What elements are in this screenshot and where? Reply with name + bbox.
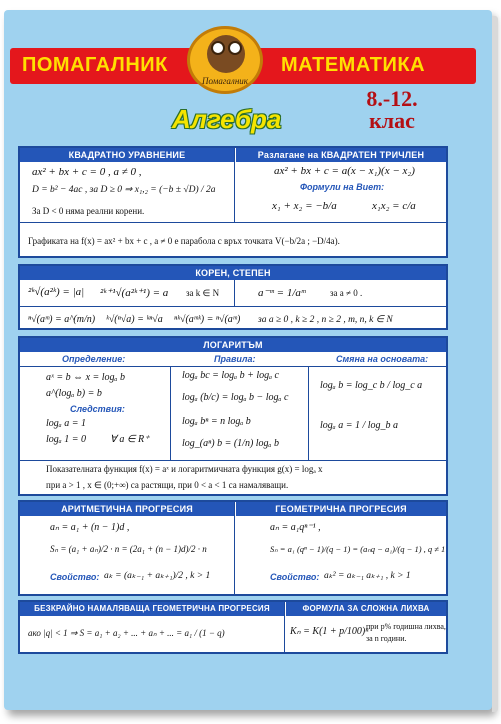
roots-title: КОРЕН, СТЕПЕН [20, 266, 446, 280]
power-negative: a⁻ᵐ = 1/aᵐ [258, 287, 306, 299]
log-reciprocal: logₐ a = 1 / log_b a [320, 420, 399, 431]
quadratic-equation: ax² + bx + c = 0 , a ≠ 0 , [32, 166, 142, 178]
grade-label [352, 88, 432, 132]
root-odd: ²ᵏ⁺¹√(a²ᵏ⁺¹) = a [100, 287, 169, 299]
progressions-divider [234, 502, 235, 594]
root-conditions: за a ≥ 0 , k ≥ 2 , n ≥ 2 , m, n, k ∈ N [258, 315, 393, 325]
infinite-sum-formula: ако |q| < 1 ⇒ S = a₁ + a₂ + ... + aₙ + ... = a₁ / (1 − q) [28, 628, 225, 638]
infinite-title: БЕЗКРАЙНО НАМАЛЯВАЩА ГЕОМЕТРИЧНА ПРОГРЕСИЯ [20, 602, 284, 616]
interest-title: ФОРМУЛА ЗА СЛОЖНА ЛИХВА [286, 602, 446, 616]
title-right: МАТЕМАТИКА [281, 54, 426, 76]
no-roots-note: За D < 0 няма реални корени. [32, 206, 145, 216]
discriminant-formula: D = b² − 4ac , за D ≥ 0 ⇒ x₁,₂ = (−b ± √D) / 2a [32, 185, 216, 195]
log-divider-1 [170, 366, 171, 460]
geom-nth-term: aₙ = a₁qⁿ⁻¹ , [270, 522, 321, 533]
log-rule-product: logₐ bc = logₐ b + logₐ c [182, 370, 279, 381]
arith-sum: Sₙ = (a₁ + aₙ)/2 · n = (2a₁ + (n − 1)d)/2 · n [50, 544, 207, 554]
factor-formula: ax² + bx + c = a(x − x₁)(x − x₂) [274, 165, 415, 177]
log-base-self: logₐ a = 1 [46, 418, 86, 429]
log-col-base: Смяна на основата: [336, 354, 429, 364]
log-identity: a^(logₐ b) = b [46, 388, 102, 399]
log-rule-base-power: log_(aⁿ) b = (1/n) logₐ b [182, 438, 279, 449]
log-domain: ∀ a ∈ R⁺ [110, 434, 150, 445]
log-hline-top [20, 366, 446, 367]
parabola-note: Графиката на f(x) = ax² + bx + c , a ≠ 0 е парабола с връх точката V(−b/2a ; −D/4a). [28, 236, 340, 246]
geom-sum: Sₙ = a₁ (qⁿ − 1)/(q − 1) = (aₙq − a₁)/(q − 1) , q ≠ 1 [270, 544, 446, 554]
grade-word: клас [369, 108, 415, 133]
book-edge [492, 16, 498, 712]
subject-title: Алгебра [172, 104, 282, 134]
log-one: logₐ 1 = 0 [46, 434, 86, 445]
roots-panel [18, 264, 448, 330]
log-col-definition: Определение: [62, 354, 126, 364]
owl-eye-left [211, 41, 225, 55]
owl-logo-icon [187, 26, 263, 94]
roots-divider [234, 280, 235, 306]
owl-eye-right [228, 41, 242, 55]
geom-property: aₖ² = aₖ₋₁ aₖ₊₁ , k > 1 [324, 571, 411, 581]
log-divider-2 [308, 366, 309, 460]
power-note: за a ≠ 0 . [330, 288, 363, 298]
quadratic-divider [234, 148, 235, 222]
geom-title: ГЕОМЕТРИЧНА ПРОГРЕСИЯ [236, 502, 446, 516]
log-hline-bottom [20, 460, 446, 461]
roots-hline [20, 306, 446, 307]
log-title: ЛОГАРИТЪМ [20, 338, 446, 352]
arith-title: АРИТМЕТИЧНА ПРОГРЕСИЯ [20, 502, 234, 516]
log-col-rules: Правила: [214, 354, 256, 364]
factor-title: Разлагане на КВАДРАТЕН ТРИЧЛЕН [236, 148, 446, 162]
interest-note-years: за n години. [366, 634, 407, 643]
progressions-panel [18, 500, 448, 596]
geom-prop-label: Свойство: [270, 572, 320, 582]
log-rule-power: logₐ bⁿ = n logₐ b [182, 416, 251, 427]
arith-prop-label: Свойство: [50, 572, 100, 582]
log-panel [18, 336, 448, 496]
grade-numbers: 8.-12. [366, 86, 418, 111]
root-k-note: за k ∈ N [186, 288, 220, 298]
logo-text: Помагалник [201, 76, 248, 86]
interest-formula: Kₙ = K(1 + p/100)ⁿ [290, 626, 369, 637]
root-even: ²ᵏ√(a²ᵏ) = |a| [28, 286, 85, 298]
root-nested: ᵏ√(ⁿ√a) = ᵏⁿ√a [106, 314, 163, 325]
quadratic-panel [18, 146, 448, 258]
log-exp-functions: Показателната функция f(x) = aˣ и логаритмичната функция g(x) = logₐ x [46, 464, 323, 474]
arith-property: aₖ = (aₖ₋₁ + aₖ₊₁)/2 , k > 1 [104, 571, 211, 581]
arith-nth-term: aₙ = a₁ + (n − 1)d , [50, 522, 130, 533]
log-consequences: Следствия: [70, 404, 125, 414]
series-divider [284, 602, 285, 652]
owl-head [207, 35, 245, 73]
quadratic-title: КВАДРАТНО УРАВНЕНИЕ [20, 148, 234, 162]
vieta-sum: x₁ + x₂ = −b/a [272, 200, 337, 212]
root-fraction-power: ⁿ√(aᵐ) = a^(m/n) [28, 314, 96, 325]
root-simplify: ⁿᵏ√(aᵐᵏ) = ⁿ√(aᵐ) [174, 314, 241, 325]
log-rule-quotient: logₐ (b/c) = logₐ b − logₐ c [182, 392, 289, 403]
vieta-title: Формули на Виет: [300, 182, 385, 192]
series-panel [18, 600, 448, 654]
log-change-base: logₐ b = log_c b / log_c a [320, 380, 423, 391]
interest-note-rate: при p% годишна лихва, [366, 622, 446, 631]
log-monotonic: при a > 1 , x ∈ (0;+∞) са растящи, при 0 < a < 1 са намаляващи. [46, 480, 289, 490]
quadratic-hline [20, 222, 446, 223]
log-definition: aˣ = b ⇔ x = logₐ b [46, 372, 125, 383]
title-left: ПОМАГАЛНИК [22, 54, 168, 76]
vieta-product: x₁x₂ = c/a [372, 200, 416, 212]
